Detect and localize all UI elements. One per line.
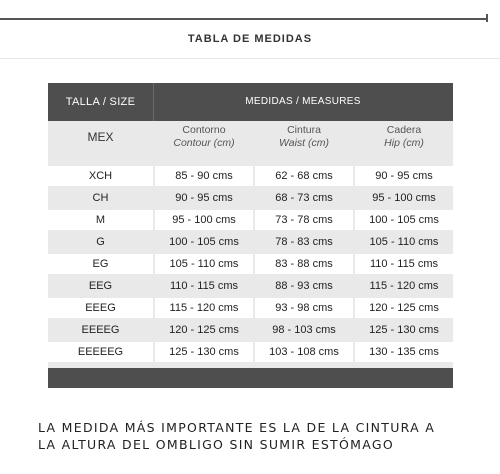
contour-cell: 95 - 100 cms — [155, 210, 253, 230]
column-hip-es: Cadera — [386, 124, 422, 136]
contour-cell: 85 - 90 cms — [155, 166, 253, 186]
size-cell: CH — [48, 188, 153, 208]
header-size: TALLA / SIZE — [65, 96, 136, 108]
table-row — [48, 254, 453, 274]
note-line-2: LA ALTURA DEL OMBLIGO SIN SUMIR ESTÓMAGO — [38, 437, 394, 452]
waist-cell: 78 - 83 cms — [255, 232, 353, 252]
size-cell: XCH — [48, 166, 153, 186]
size-cell: EEG — [48, 276, 153, 296]
contour-cell: 110 - 115 cms — [155, 276, 253, 296]
size-cell: EEEEEG — [48, 342, 153, 362]
waist-cell: 93 - 98 cms — [255, 298, 353, 318]
size-cell: EEEG — [48, 298, 153, 318]
top-divider-end — [486, 14, 488, 22]
note-line-1: LA MEDIDA MÁS IMPORTANTE ES LA DE LA CINTURA A — [38, 420, 436, 435]
hip-cell: 115 - 120 cms — [355, 276, 453, 296]
table-row — [48, 298, 453, 318]
waist-cell: 83 - 88 cms — [255, 254, 353, 274]
table-row — [48, 210, 453, 230]
table-row — [48, 232, 453, 252]
hip-cell: 90 - 95 cms — [355, 166, 453, 186]
size-cell: EG — [48, 254, 153, 274]
waist-cell: 73 - 78 cms — [255, 210, 353, 230]
contour-cell: 120 - 125 cms — [155, 320, 253, 340]
column-contour-en: Contour (cm) — [173, 137, 235, 149]
waist-cell: 68 - 73 cms — [255, 188, 353, 208]
waist-cell: 103 - 108 cms — [255, 342, 353, 362]
contour-cell: 125 - 130 cms — [155, 342, 253, 362]
column-waist-es: Cintura — [287, 124, 321, 136]
table-row — [48, 166, 453, 186]
table-footer-bar — [48, 368, 453, 388]
waist-cell: 98 - 103 cms — [255, 320, 353, 340]
table-row — [48, 342, 453, 362]
hip-cell: 110 - 115 cms — [355, 254, 453, 274]
contour-cell: 100 - 105 cms — [155, 232, 253, 252]
header-measures: MEDIDAS / MEASURES — [245, 96, 361, 107]
page-title: TABLA DE MEDIDAS — [187, 33, 313, 45]
hip-cell: 105 - 110 cms — [355, 232, 453, 252]
size-chart-table — [48, 83, 453, 388]
table-row — [48, 188, 453, 208]
contour-cell: 90 - 95 cms — [155, 188, 253, 208]
waist-cell: 62 - 68 cms — [255, 166, 353, 186]
column-subheader — [48, 121, 453, 154]
size-system-label: MEX — [87, 130, 114, 144]
waist-cell: 88 - 93 cms — [255, 276, 353, 296]
hip-cell: 125 - 130 cms — [355, 320, 453, 340]
size-cell: M — [48, 210, 153, 230]
hip-cell: 95 - 100 cms — [355, 188, 453, 208]
hip-cell: 120 - 125 cms — [355, 298, 453, 318]
column-hip-en: Hip (cm) — [384, 137, 424, 149]
table-row — [48, 276, 453, 296]
hip-cell: 130 - 135 cms — [355, 342, 453, 362]
contour-cell: 105 - 110 cms — [155, 254, 253, 274]
table-header — [48, 83, 453, 121]
title-divider — [0, 58, 500, 59]
table-row — [48, 320, 453, 340]
column-waist-en: Waist (cm) — [279, 137, 329, 149]
size-cell: EEEEG — [48, 320, 153, 340]
top-divider — [0, 18, 488, 20]
hip-cell: 100 - 105 cms — [355, 210, 453, 230]
contour-cell: 115 - 120 cms — [155, 298, 253, 318]
size-cell: G — [48, 232, 153, 252]
column-contour-es: Contorno — [182, 124, 226, 136]
